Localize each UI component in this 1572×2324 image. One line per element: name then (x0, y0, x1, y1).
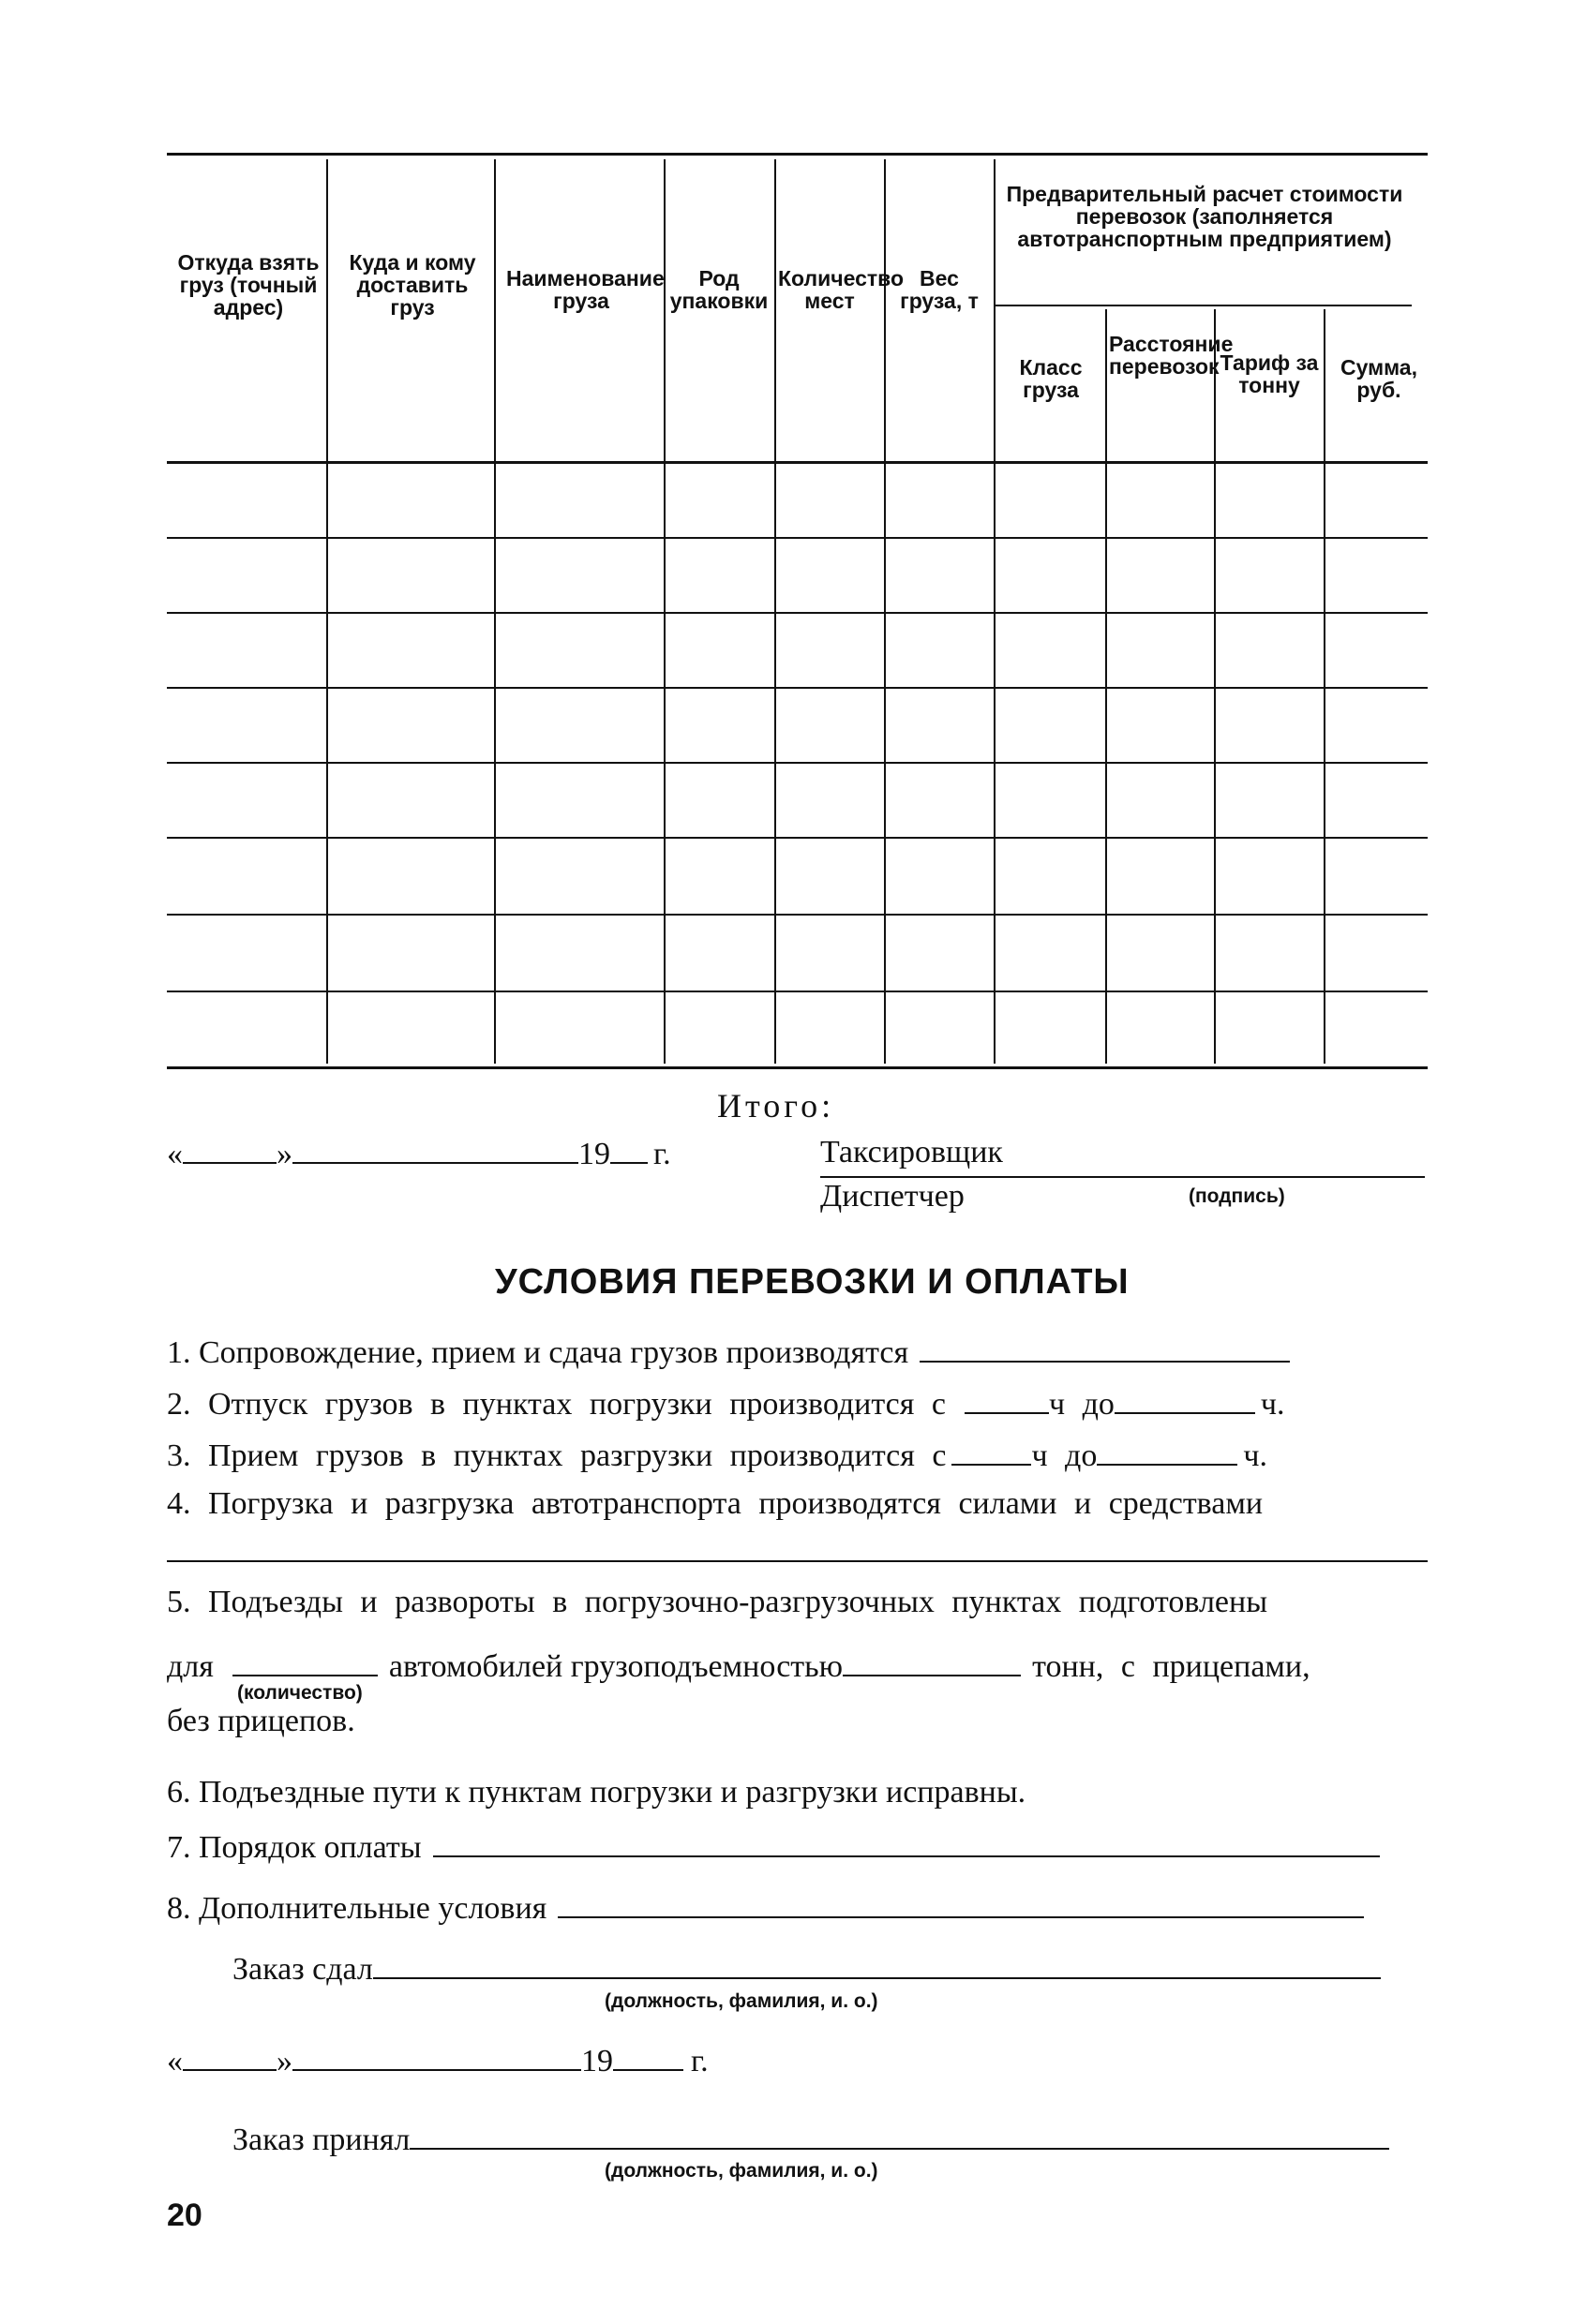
conditions-title: УСЛОВИЯ ПЕРЕВОЗКИ И ОПЛАТЫ (495, 1262, 1130, 1302)
condition-5-mid: автомобилей грузоподъемностью (388, 1649, 844, 1684)
condition-2-text: 2. Отпуск грузов в пунктах погрузки производится с (167, 1387, 946, 1422)
sub-header-sum: Сумма, руб. (1340, 355, 1417, 402)
close-quote: » (277, 2044, 292, 2078)
condition-3-to-blank[interactable] (1097, 1436, 1237, 1466)
condition-1 (167, 1333, 1290, 1372)
condition-4: 4. Погрузка и разгрузка автотранспорта производятся силами и средствами (167, 1486, 1264, 1521)
condition-2-from-blank[interactable] (965, 1384, 1049, 1414)
dispatcher-label: Диспетчер (820, 1179, 965, 1214)
sub-header-tariff: Тариф за тонну (1220, 350, 1319, 397)
total-label: Итого: (717, 1087, 835, 1125)
table-row-rule (167, 914, 1428, 916)
year-suffix: г. (691, 2044, 709, 2078)
taxi-label: Таксировщик (820, 1135, 1003, 1169)
order-accepted (232, 2120, 1389, 2159)
year-blank[interactable] (613, 2041, 683, 2071)
day-blank[interactable] (183, 1134, 277, 1164)
condition-5-line2 (167, 1646, 1310, 1686)
condition-4-blank[interactable] (167, 1560, 1428, 1562)
condition-3 (167, 1436, 1267, 1475)
condition-8 (167, 1888, 1364, 1928)
condition-1-text: 1. Сопровождение, прием и сдача грузов производятся (167, 1335, 909, 1370)
table-bottom-rule (167, 1066, 1428, 1069)
order-handed-label: Заказ сдал (232, 1952, 373, 1987)
condition-6: 6. Подъездные пути к пунктам погрузки и разгрузки исправны. (167, 1775, 1026, 1810)
condition-5-capacity-blank[interactable] (843, 1646, 1021, 1676)
col-header-weight: Вес груза, т (900, 266, 979, 313)
condition-3-from-blank[interactable] (951, 1436, 1031, 1466)
condition-1-blank[interactable] (920, 1333, 1290, 1363)
year-blank[interactable] (610, 1134, 648, 1164)
condition-2-end: ч. (1260, 1387, 1285, 1422)
condition-7-blank[interactable] (433, 1827, 1380, 1857)
order-handed-blank[interactable] (373, 1949, 1381, 1979)
condition-5-last: без прицепов. (167, 1704, 355, 1738)
close-quote: » (277, 1137, 292, 1171)
day-blank[interactable] (183, 2041, 277, 2071)
table-row-rule (167, 612, 1428, 614)
col-header-name: Наименование груза (506, 266, 665, 313)
table-row-rule (167, 537, 1428, 539)
open-quote: « (167, 2044, 183, 2078)
col-header-to: Куда и кому доставить груз (349, 250, 476, 320)
year-prefix: 19 (581, 2044, 613, 2078)
group-header-prelim-cost: Предварительный расчет стоимости перевозок (заполняется автотранспортным предприятием) (1006, 182, 1403, 251)
table-row-rule (167, 762, 1428, 764)
open-quote: « (167, 1137, 183, 1171)
year-prefix: 19 (578, 1137, 610, 1171)
condition-3-end: ч. (1243, 1438, 1267, 1473)
order-accepted-blank[interactable] (410, 2120, 1389, 2150)
sub-header-distance: Расстояние перевозок (1109, 332, 1234, 379)
condition-3-text: 3. Прием грузов в пунктах разгрузки производится с (167, 1438, 947, 1473)
condition-5: 5. Подъезды и развороты в погрузочно-разгрузочных пунктах подготовлены (167, 1585, 1268, 1619)
condition-3-to: ч до (1031, 1438, 1098, 1473)
condition-2 (167, 1384, 1284, 1423)
col-header-package: Род упаковки (669, 266, 769, 313)
sub-header-class: Класс груза (1019, 355, 1083, 402)
page-number: 20 (167, 2197, 202, 2233)
date-line-bottom (167, 2041, 709, 2080)
condition-5-for: для (167, 1649, 214, 1684)
condition-2-to: ч до (1048, 1387, 1115, 1422)
table-row-rule (167, 837, 1428, 839)
condition-2-to-blank[interactable] (1115, 1384, 1255, 1414)
order-handed-caption: (должность, фамилия, и. о.) (605, 1990, 878, 2012)
condition-8-blank[interactable] (558, 1888, 1364, 1918)
table-top-rule (167, 153, 1428, 156)
condition-5-count-blank[interactable] (232, 1646, 378, 1676)
date-line-top (167, 1134, 671, 1173)
condition-7 (167, 1827, 1380, 1867)
table-row-rule (167, 687, 1428, 689)
col-header-from: Откуда взять груз (точный адрес) (177, 250, 320, 320)
month-blank[interactable] (292, 2041, 581, 2071)
month-blank[interactable] (292, 1134, 578, 1164)
condition-7-text: 7. Порядок оплаты (167, 1830, 422, 1865)
order-accepted-caption: (должность, фамилия, и. о.) (605, 2160, 878, 2182)
condition-5-end: тонн, с прицепами, (1032, 1649, 1310, 1684)
header-bottom-rule (167, 461, 1428, 464)
year-suffix: г. (653, 1137, 671, 1171)
order-accepted-label: Заказ принял (232, 2123, 411, 2157)
signature-caption: (подпись) (1189, 1185, 1285, 1207)
condition-8-text: 8. Дополнительные условия (167, 1891, 547, 1926)
order-handed (232, 1949, 1381, 1989)
table-row-rule (167, 991, 1428, 992)
col-header-qty: Количество мест (778, 266, 905, 313)
condition-5-caption: (количество) (237, 1682, 363, 1704)
group-header-rule (996, 305, 1412, 306)
